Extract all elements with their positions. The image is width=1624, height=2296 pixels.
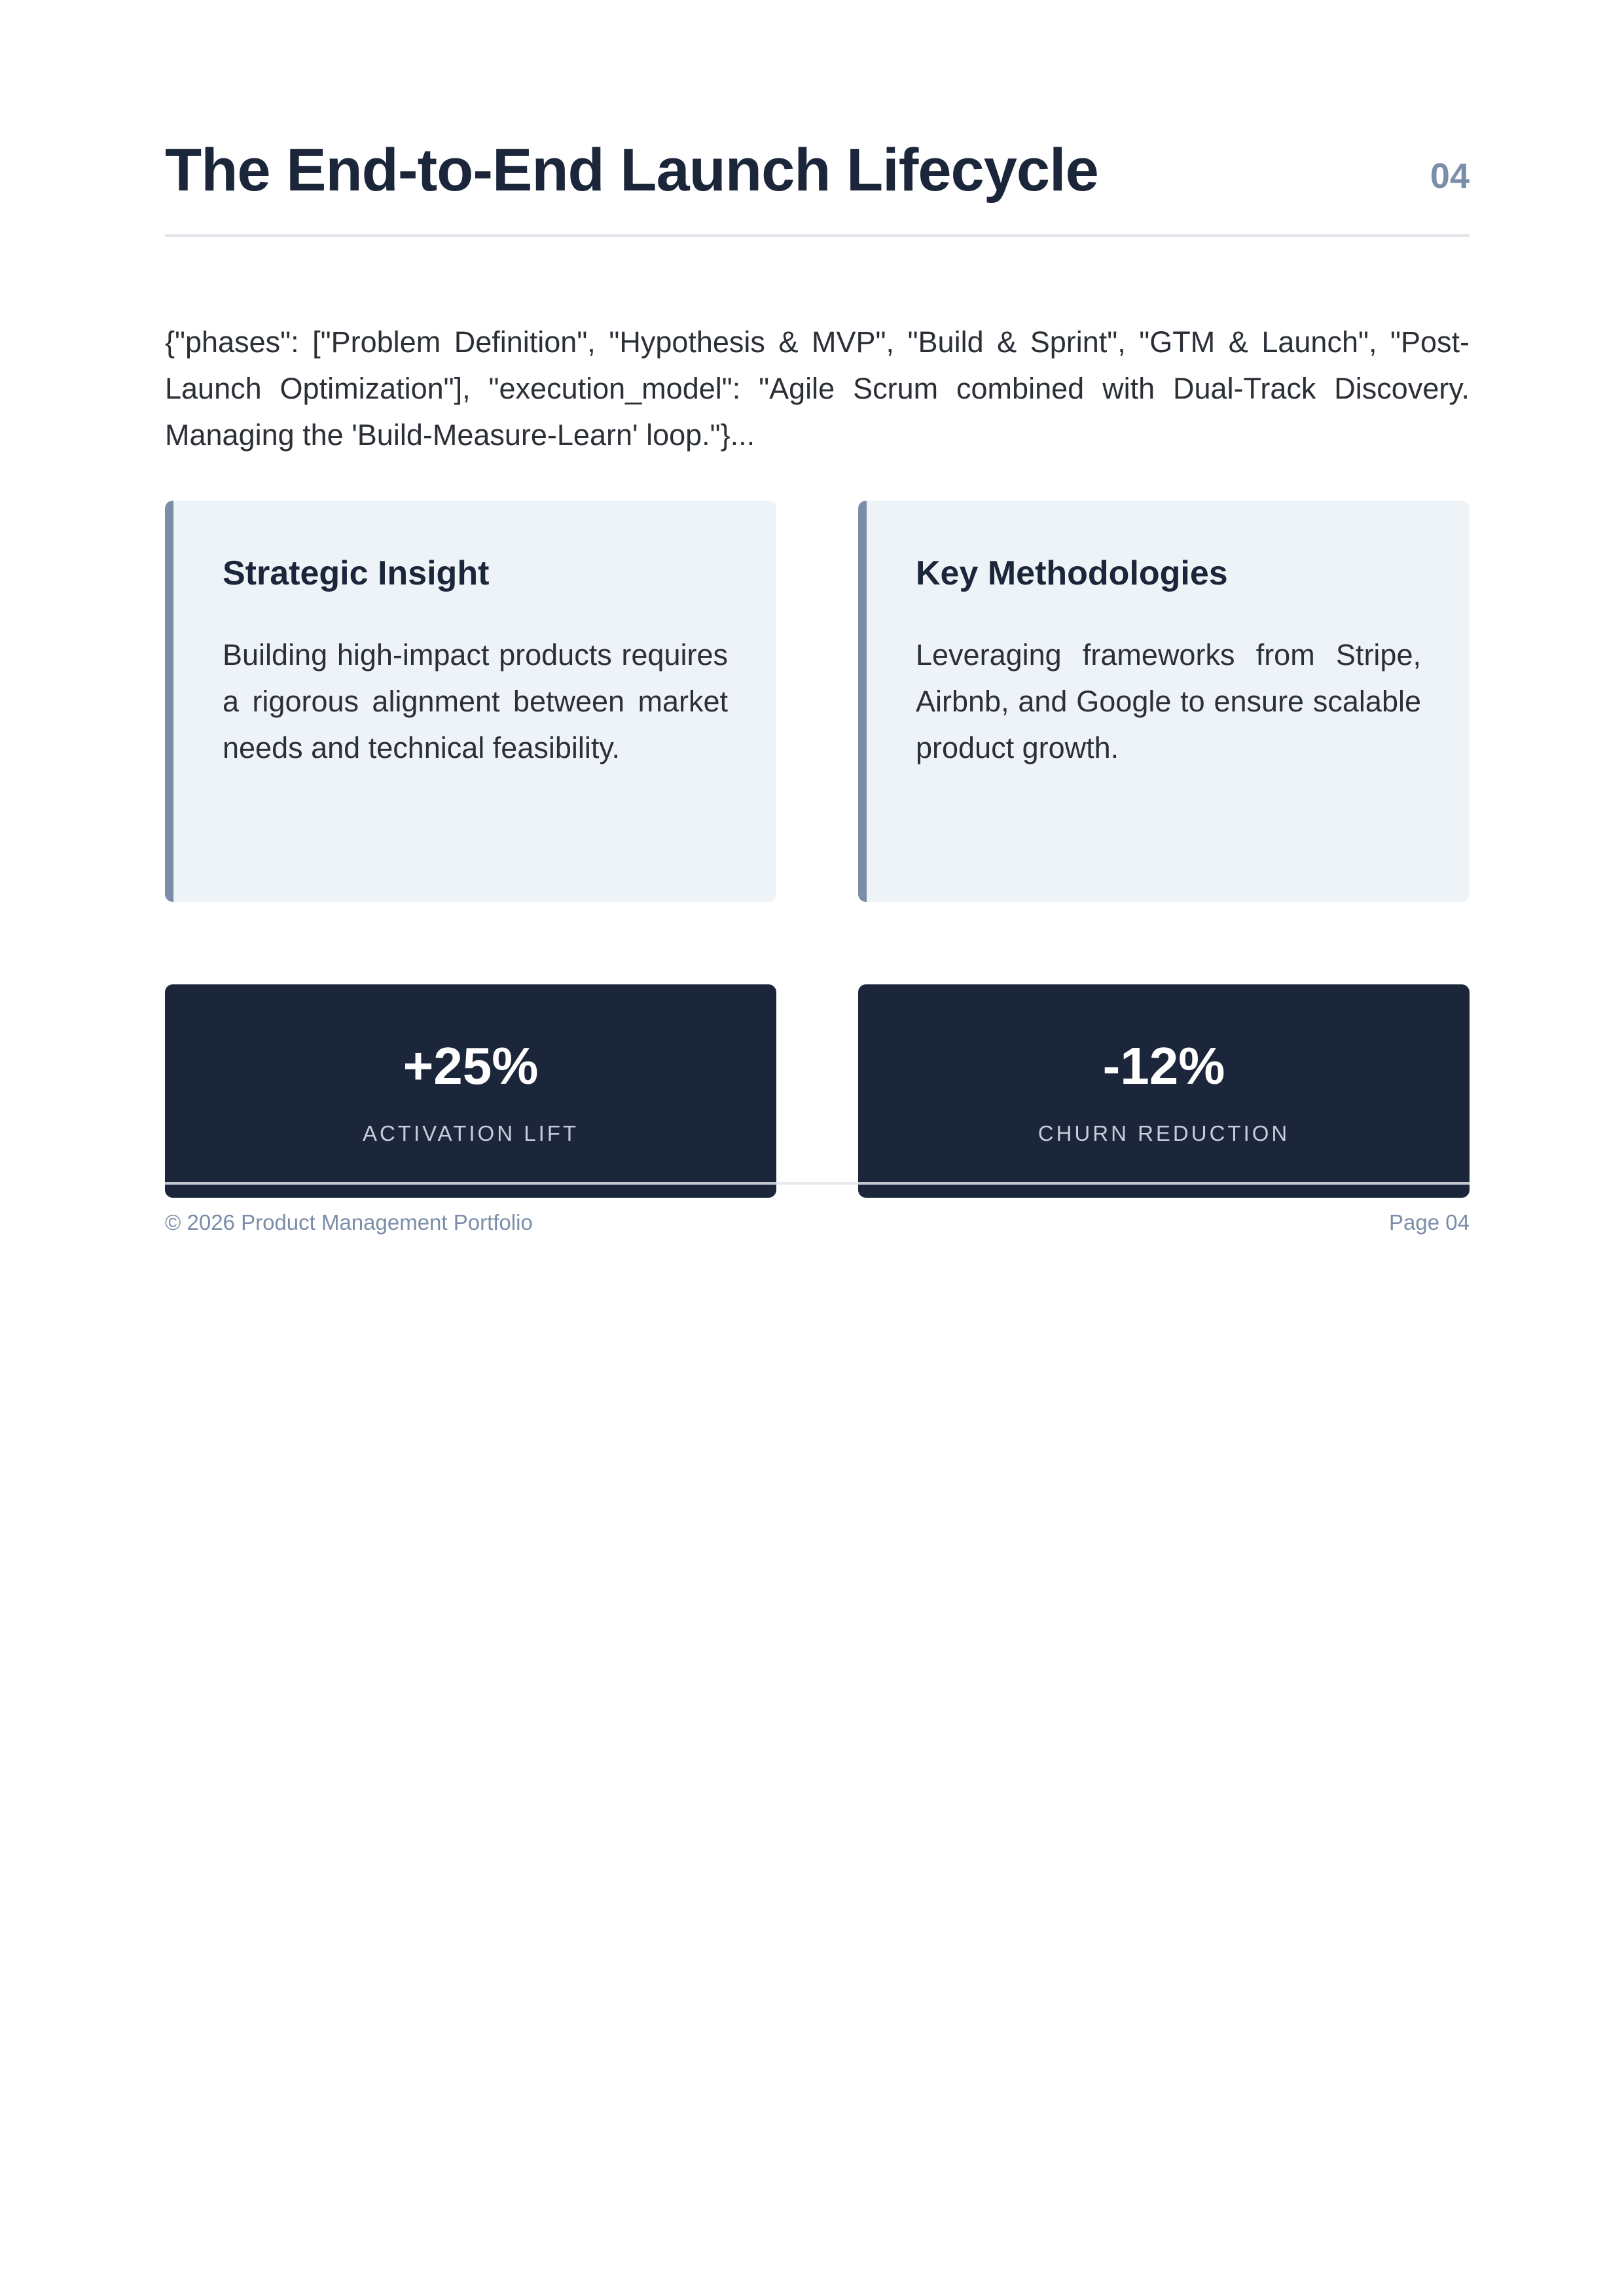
activation-lift-value: +25% (403, 1037, 539, 1095)
footer-copyright: © 2026 Product Management Portfolio (165, 1210, 533, 1234)
key-methodologies-card (858, 501, 1470, 902)
churn-reduction-stat (858, 984, 1470, 1198)
activation-lift-stat (165, 984, 776, 1198)
strategic-insight-text: Building high-impact products requires a rigorous alignment between market needs and technical feasibility. (223, 638, 728, 764)
churn-reduction-value: -12% (1102, 1037, 1225, 1095)
activation-lift-label: ACTIVATION LIFT (362, 1121, 579, 1145)
strategic-insight-title: Strategic Insight (223, 554, 490, 592)
page-number: 04 (1430, 156, 1470, 196)
footer-page-label: Page 04 (1389, 1210, 1470, 1234)
footer-divider (165, 1182, 1470, 1185)
page-title: The End-to-End Launch Lifecycle (165, 137, 1098, 204)
churn-reduction-label: CHURN REDUCTION (1038, 1121, 1290, 1145)
intro-paragraph: {"phases": ["Problem Definition", "Hypothesis & MVP", "Build & Sprint", "GTM & Launch", "Post-Launch Optimization"], "execution_model": "Agile Scrum combined with Dual-Track Discovery. Managing the 'Build-Measure-Learn' loop."}... (165, 325, 1470, 452)
page-header (165, 134, 1470, 237)
strategic-insight-card (165, 501, 776, 902)
key-methodologies-text: Leveraging frameworks from Stripe, Airbnb, and Google to ensure scalable product growth. (916, 638, 1421, 764)
key-methodologies-title: Key Methodologies (916, 554, 1228, 592)
